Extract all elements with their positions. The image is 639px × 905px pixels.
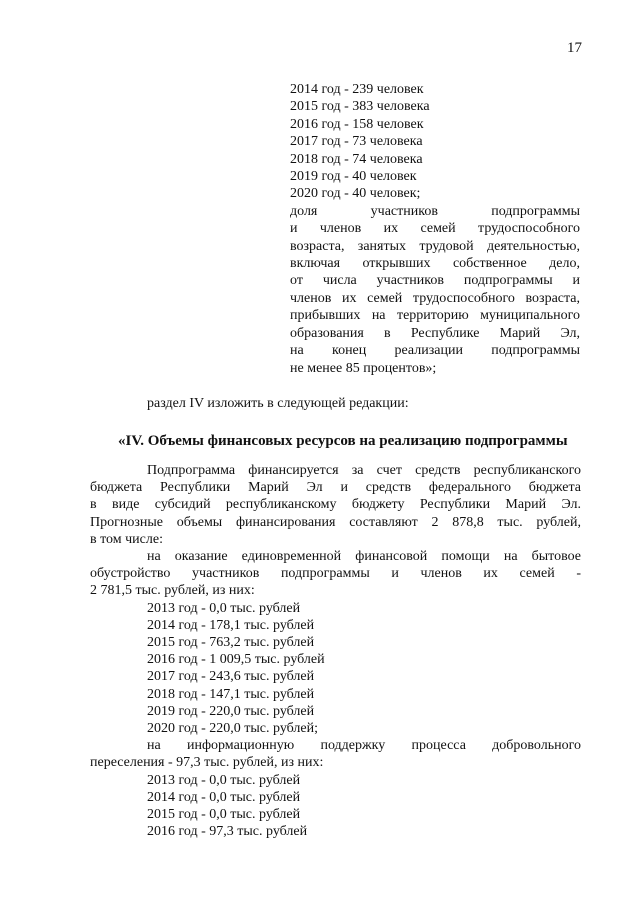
assistance-year-line: 2015 год - 763,2 тыс. рублей	[147, 635, 315, 651]
financing-body	[90, 462, 581, 840]
participants-year-line: 2014 год - 239 человек	[290, 82, 424, 97]
financing-line: в виде субсидий республиканскому бюджету Республики Марий Эл.	[90, 497, 581, 513]
page-number: 17	[567, 40, 582, 56]
participants-year-line: 2017 год - 73 человека	[290, 134, 423, 150]
financing-line: Прогнозные объемы финансирования составляют 2 878,8 тыс. рублей,	[90, 514, 581, 530]
assistance-year-line: 2018 год - 147,1 тыс. рублей	[147, 686, 315, 702]
info-support-year-line: 2016 год - 97,3 тыс. рублей	[147, 824, 308, 840]
info-support-year-line: 2013 год - 0,0 тыс. рублей	[147, 772, 301, 788]
info-support-line: на информационную поддержку процесса добровольного	[147, 738, 581, 754]
participants-year-line: 2016 год - 158 человек	[290, 116, 424, 132]
share-indicator-last-line: не менее 85 процентов»;	[290, 360, 437, 376]
assistance-year-line: 2017 год - 243,6 тыс. рублей	[147, 669, 315, 685]
participants-year-line: 2015 год - 383 человека	[290, 99, 430, 115]
assistance-line: на оказание единовременной финансовой помощи на бытовое	[147, 549, 581, 565]
participants-indicator-block	[290, 81, 580, 377]
info-support-last-line: переселения - 97,3 тыс. рублей, из них:	[90, 755, 324, 771]
assistance-last-line: 2 781,5 тыс. рублей, из них:	[90, 583, 255, 599]
assistance-year-line: 2019 год - 220,0 тыс. рублей	[147, 703, 315, 719]
financing-line: бюджета Республики Марий Эл и средств федерального бюджета	[90, 480, 581, 496]
share-indicator-line: прибывших на территорию муниципального	[290, 308, 580, 324]
share-indicator-line: включая открывших собственное дело,	[290, 256, 580, 272]
financing-last-line: в том числе:	[90, 531, 163, 547]
share-indicator-line: образования в Республике Марий Эл,	[290, 325, 580, 341]
participants-year-line: 2018 год - 74 человека	[290, 151, 423, 167]
financing-line: Подпрограмма финансируется за счет средств республиканского	[147, 463, 581, 478]
assistance-year-line: 2020 год - 220,0 тыс. рублей;	[147, 721, 319, 737]
assistance-year-line: 2014 год - 178,1 тыс. рублей	[147, 617, 315, 633]
share-indicator-line: возраста, занятых трудовой деятельностью,	[290, 238, 580, 254]
assistance-line: обустройство участников подпрограммы и членов их семей -	[90, 566, 581, 582]
participants-year-line: 2019 год - 40 человек	[290, 169, 417, 185]
info-support-year-line: 2015 год - 0,0 тыс. рублей	[147, 807, 301, 823]
share-indicator-line: доля участников подпрограммы	[290, 203, 580, 219]
info-support-year-line: 2014 год - 0,0 тыс. рублей	[147, 789, 301, 805]
participants-year-line: 2020 год - 40 человек;	[290, 186, 421, 202]
assistance-year-line: 2016 год - 1 009,5 тыс. рублей	[147, 652, 325, 668]
share-indicator-line: от числа участников подпрограммы и	[290, 273, 580, 289]
share-indicator-line: членов их семей трудоспособного возраста,	[290, 290, 580, 306]
section-instruction: раздел IV изложить в следующей редакции:	[147, 396, 409, 411]
share-indicator-line: и членов их семей трудоспособного	[290, 221, 580, 237]
section-title: «IV. Объемы финансовых ресурсов на реализацию подпрограммы	[118, 433, 568, 449]
share-indicator-line: на конец реализации подпрограммы	[290, 343, 580, 359]
assistance-year-line: 2013 год - 0,0 тыс. рублей	[147, 600, 301, 616]
